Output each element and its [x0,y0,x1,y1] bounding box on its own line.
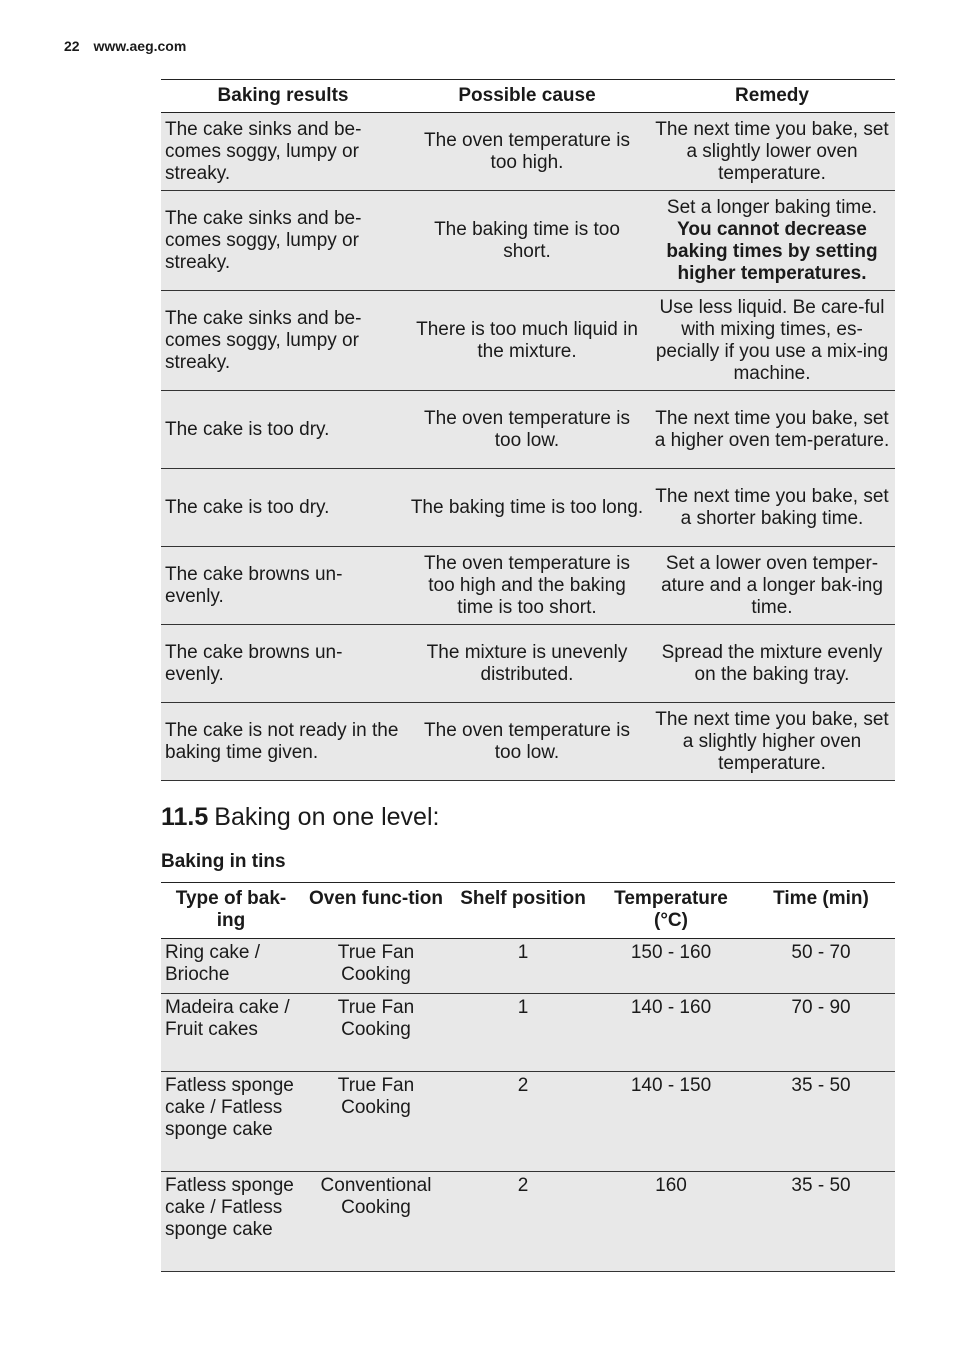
column-header: Temperature (°C) [595,883,747,939]
column-header: Possible cause [405,80,649,113]
table-row [161,291,895,391]
remedy-warning: You cannot decrease baking times by setting higher temperatures. [666,218,878,284]
column-header: Baking results [161,80,405,113]
remedy-cell [649,703,895,781]
type-cell: Fatless sponge cake / Fatless sponge cake [161,1172,301,1272]
table-row [161,547,895,625]
cause-cell: The oven temperature is too high. [405,113,649,191]
result-cell: The cake is too dry. [161,391,405,469]
cause-cell: The oven temperature is too high and the baking time is too short. [405,547,649,625]
column-header: Time (min) [747,883,895,939]
table-row [161,994,895,1072]
cause-cell: There is too much liquid in the mixture. [405,291,649,391]
result-cell: The cake is too dry. [161,469,405,547]
section-number: 11.5 [161,803,209,831]
remedy-cell [649,291,895,391]
cause-cell: The baking time is too long. [405,469,649,547]
website-link[interactable]: www.aeg.com [93,38,187,54]
result-cell: The cake browns un-evenly. [161,625,405,703]
result-cell: The cake is not ready in the baking time given. [161,703,405,781]
section-title: Baking on one level: [214,803,440,831]
time-cell: 35 - 50 [747,1172,895,1272]
table-row [161,1072,895,1172]
remedy-text: Use less liquid. Be care-ful with mixing times, es-pecially if you use a mix-ing machine. [655,296,889,384]
time-cell: 50 - 70 [747,939,895,994]
time-cell: 35 - 50 [747,1072,895,1172]
remedy-cell [649,547,895,625]
result-cell: The cake sinks and be-comes soggy, lumpy or streaky. [161,191,405,291]
remedy-cell [649,391,895,469]
result-cell: The cake browns un-evenly. [161,547,405,625]
temperature-cell: 150 - 160 [595,939,747,994]
cause-cell: The oven temperature is too low. [405,391,649,469]
baking-tins-table [161,882,895,1272]
page-header [64,38,186,54]
remedy-text: The next time you bake, set a slightly lower oven temperature. [655,118,889,184]
type-cell: Ring cake / Brioche [161,939,301,994]
cause-cell: The oven temperature is too low. [405,703,649,781]
cause-cell: The baking time is too short. [405,191,649,291]
troubleshooting-table [161,79,895,781]
result-cell: The cake sinks and be-comes soggy, lumpy or streaky. [161,291,405,391]
shelf-cell: 2 [451,1172,595,1272]
column-header: Remedy [649,80,895,113]
table-row [161,625,895,703]
temperature-cell: 140 - 150 [595,1072,747,1172]
result-cell: The cake sinks and be-comes soggy, lumpy or streaky. [161,113,405,191]
table-header-row [161,883,895,939]
shelf-cell: 1 [451,994,595,1072]
remedy-text: Set a lower oven temper-ature and a longer bak-ing time. [661,552,883,618]
function-cell: True Fan Cooking [301,1072,451,1172]
subsection-heading: Baking in tins [161,851,286,872]
table-row [161,1172,895,1272]
time-cell: 70 - 90 [747,994,895,1072]
shelf-cell: 2 [451,1072,595,1172]
column-header: Type of bak-ing [161,883,301,939]
remedy-text: The next time you bake, set a higher oven tem-perature. [654,407,890,451]
function-cell: True Fan Cooking [301,994,451,1072]
shelf-cell: 1 [451,939,595,994]
table-header-row [161,80,895,113]
remedy-cell [649,191,895,291]
temperature-cell: 140 - 160 [595,994,747,1072]
column-header: Oven func-tion [301,883,451,939]
cause-cell: The mixture is unevenly distributed. [405,625,649,703]
table-row [161,391,895,469]
remedy-text: Spread the mixture evenly on the baking tray. [661,641,883,685]
section-heading [161,803,439,832]
remedy-text: The next time you bake, set a shorter baking time. [655,485,889,529]
function-cell: Conventional Cooking [301,1172,451,1272]
remedy-cell [649,469,895,547]
column-header: Shelf position [451,883,595,939]
table-row [161,113,895,191]
function-cell: True Fan Cooking [301,939,451,994]
type-cell: Madeira cake / Fruit cakes [161,994,301,1072]
remedy-text: The next time you bake, set a slightly higher oven temperature. [655,708,889,774]
temperature-cell: 160 [595,1172,747,1272]
table-row [161,191,895,291]
type-cell: Fatless sponge cake / Fatless sponge cake [161,1072,301,1172]
remedy-cell [649,625,895,703]
remedy-text: Set a longer baking time. [666,196,878,218]
table-row [161,703,895,781]
page-number: 22 [64,38,80,54]
table-row [161,939,895,994]
remedy-cell [649,113,895,191]
table-row [161,469,895,547]
